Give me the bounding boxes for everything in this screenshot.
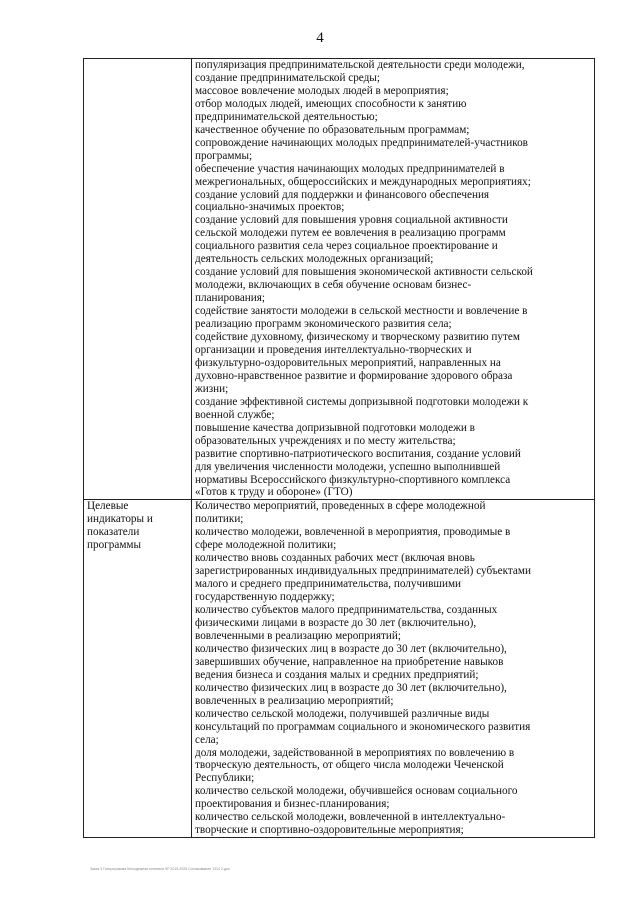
row-label-cell (84, 59, 192, 500)
page-number: 4 (316, 30, 324, 46)
text-line: военной службе; (195, 408, 275, 421)
text-line: для увеличения численности молодежи, успешно выполнившей (195, 460, 501, 473)
text-line: обеспечение участия начинающих молодых предпринимателей в (195, 162, 505, 175)
indicators-label-cell (84, 500, 192, 838)
text-line: отбор молодых людей, имеющих способности к занятию (195, 97, 467, 110)
text-line: создание эффективной системы допризывной подготовки молодежи к (195, 395, 529, 408)
text-line: количество сельской молодежи, вовлеченной в интеллектуально- (195, 811, 506, 824)
text-line: количество вновь созданных рабочих мест (включая вновь (195, 552, 475, 565)
text-line: программы; (195, 149, 253, 162)
text-line: проектирования и бизнес-планирования; (195, 798, 390, 811)
text-line: социального развития села через социальное проектирование и (195, 240, 498, 253)
text-line: количество сельской молодежи, обучившейся основам социального (195, 785, 518, 798)
text-line: творческие и спортивно-оздоровительные мероприятия; (195, 824, 464, 837)
text-line: вовлеченных в реализацию мероприятий; (195, 694, 394, 707)
text-line: качественное обучение по образовательным программам; (195, 123, 470, 136)
text-line: ведения бизнеса и создания малых и средних предприятий; (195, 668, 479, 681)
text-line: физическими лицами в возрасте до 30 лет (включительно), (195, 616, 477, 629)
text-line: зарегистрированных индивидуальных предпринимателей) субъектами (195, 565, 531, 578)
text-line: создание предпринимательской среды; (195, 71, 380, 84)
text-line: развитие спортивно-патриотического воспитания, создание условий (195, 447, 521, 460)
text-line: завершивших обучение, направленное на приобретение навыков (195, 655, 504, 668)
text-line: повышение качества допризывной подготовки молодежи в (195, 421, 475, 434)
text-line: государственную поддержку; (195, 591, 335, 604)
text-line: реализацию программ экономического развития села; (195, 318, 452, 331)
text-line: количество субъектов малого предпринимательства, созданных (195, 604, 498, 617)
text-line: сельской молодежи путем ее вовлечения в реализацию программ (195, 227, 506, 240)
indicators-cell (192, 500, 595, 838)
footer-text: Заказ 3 Госпрограмма Молодежная политика ЧР 2019-2025 Согласование 1314 2-док (90, 867, 230, 871)
text-line: жизни; (195, 382, 229, 395)
row-label-line: Целевые (87, 500, 129, 513)
text-line: сфере молодежной политики; (195, 539, 337, 552)
text-line: количество сельской молодежи, получившей различные виды (195, 707, 490, 720)
text-line: молодежи, включающих в себя обучение основам бизнес- (195, 279, 472, 292)
text-line: духовно-нравственное развитие и формирование здорового образа (195, 369, 513, 382)
text-line: количество физических лиц в возрасте до 30 лет (включительно), (195, 681, 507, 694)
text-line: социально-значимых проектов; (195, 201, 345, 214)
text-line: планирования; (195, 292, 266, 305)
text-line: сопровождение начинающих молодых предпринимателей-участников (195, 136, 528, 149)
text-line: деятельность сельских молодежных организаций; (195, 253, 434, 266)
text-line: содействие духовному, физическому и творческому развитию путем (195, 331, 520, 344)
row-label-line: индикаторы и (87, 513, 153, 526)
text-line: количество молодежи, вовлеченной в мероприятия, проводимые в (195, 526, 511, 539)
text-line: Республики; (195, 772, 255, 785)
table-row-objectives (84, 59, 595, 500)
text-line: образовательных учреждениях и по месту жительства; (195, 434, 456, 447)
text-line: «Готов к труду и обороне» (ГТО) (195, 486, 353, 499)
text-line: Количество мероприятий, проведенных в сфере молодежной (195, 500, 486, 513)
text-line: создание условий для повышения уровня социальной активности (195, 214, 508, 227)
row-label-line: программы (87, 539, 141, 552)
text-line: физкультурно-оздоровительных мероприятий, направленных на (195, 356, 501, 369)
text-line: предпринимательской деятельностью; (195, 110, 378, 123)
text-line: консультаций по программам социального и экономического развития (195, 720, 531, 733)
text-line: создание условий для поддержки и финансового обеспечения (195, 188, 490, 201)
text-line: содействие занятости молодежи в сельской местности и вовлечение в (195, 305, 528, 318)
text-line: вовлеченными в реализацию мероприятий; (195, 629, 401, 642)
text-line: создание условий для повышения экономической активности сельской (195, 266, 533, 279)
text-line: популяризация предпринимательской деятельности среди молодежи, (195, 59, 525, 71)
objectives-cell (192, 59, 595, 500)
text-line: массовое вовлечение молодых людей в мероприятия; (195, 84, 449, 97)
text-line: политики; (195, 513, 244, 526)
text-line: села; (195, 733, 219, 746)
text-line: количество физических лиц в возрасте до 30 лет (включительно), (195, 642, 507, 655)
text-line: творческую деятельность, от общего числа молодежи Чеченской (195, 759, 504, 772)
program-table (83, 58, 595, 838)
table-row-indicators (84, 500, 595, 838)
text-line: межрегиональных, общероссийских и международных мероприятиях; (195, 175, 531, 188)
text-line: нормативы Всероссийского физкультурно-спортивного комплекса (195, 473, 511, 486)
text-line: доля молодежи, задействованной в мероприятиях по вовлечению в (195, 746, 515, 759)
text-line: организации и проведения интеллектуально-творческих и (195, 343, 472, 356)
text-line: малого и среднего предпринимательства, получившими (195, 578, 462, 591)
row-label-line: показатели (87, 526, 140, 539)
